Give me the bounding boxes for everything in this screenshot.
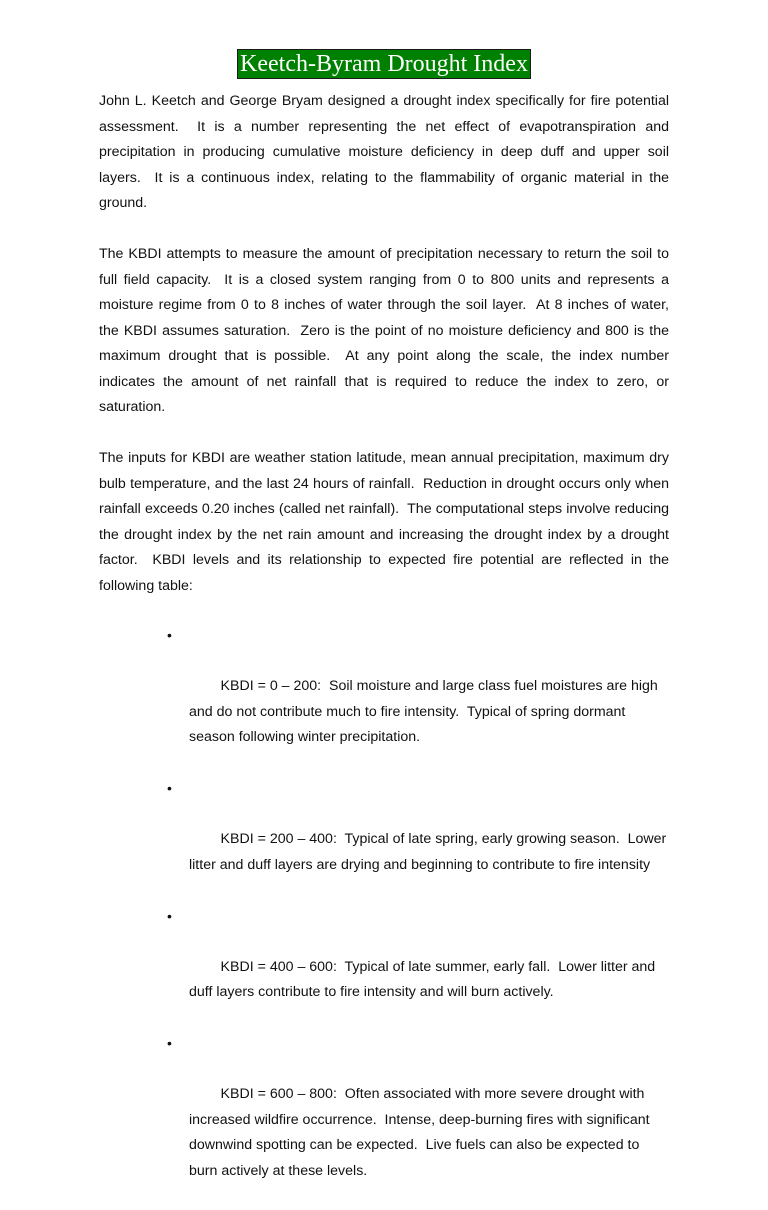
paragraph-intro: John L. Keetch and George Bryam designed a drought index specifically for fire potential assessment. It is a number representing the net effect of evapotranspiration and precipitation in producing cumulative moisture deficiency in deep duff and upper soil layers. It is a continuous index, relating to the flammability of organic material in the ground. bbox=[99, 93, 673, 211]
list-item-text: KBDI = 0 – 200: Soil moisture and large class fuel moistures are high and do not contribute much to fire intensity. Typical of spring dormant season following winter precipitation. bbox=[189, 678, 662, 745]
list-item bbox=[167, 623, 669, 776]
paragraph-kbdi-measure: The KBDI attempts to measure the amount of precipitation necessary to return the soil to full field capacity. It is a closed system ranging from 0 to 800 units and represents a moisture regime from 0 to 8 inches of water through the soil layer. At 8 inches of water, the KBDI assumes saturation. Zero is the point of no moisture deficiency and 800 is the maximum drought that is possible. At any point along the scale, the index number indicates the amount of net rainfall that is required to reduce the index to zero, or saturation. bbox=[99, 246, 673, 415]
list-item bbox=[167, 904, 669, 1032]
document-title: Keetch-Byram Drought Index bbox=[237, 49, 531, 79]
list-item bbox=[167, 1031, 669, 1210]
bullet-icon: • bbox=[167, 780, 172, 796]
title-container bbox=[0, 49, 768, 79]
list-item-text: KBDI = 400 – 600: Typical of late summer, early fall. Lower litter and duff layers contribute to fire intensity and will burn actively. bbox=[189, 958, 660, 1000]
kbdi-levels-list bbox=[99, 623, 669, 1210]
bullet-icon: • bbox=[167, 907, 172, 924]
list-item-text: KBDI = 600 – 800: Often associated with more severe drought with increased wildfire occurrence. Intense, deep-burning fires with significant downwind spotting can be expected. Live fuels can also be expected to burn actively at these levels. bbox=[189, 1086, 654, 1179]
list-item-text: KBDI = 200 – 400: Typical of late spring, early growing season. Lower litter and duff layers are drying and beginning to contribute to fire intensity bbox=[189, 831, 671, 873]
bullet-icon: • bbox=[167, 1035, 172, 1051]
document-body bbox=[99, 89, 673, 1210]
paragraph-kbdi-inputs: The inputs for KBDI are weather station latitude, mean annual precipitation, maximum dry bulb temperature, and the last 24 hours of rainfall. Reduction in drought occurs only when rainfall exceeds 0.20 inches (called net rainfall). The computational steps involve reducing the drought index by the net rain amount and increasing the drought index by a drought factor. KBDI levels and its relationship to expected fire potential are reflected in the following table: bbox=[99, 450, 673, 594]
bullet-icon: • bbox=[167, 627, 172, 643]
list-item bbox=[167, 776, 671, 904]
